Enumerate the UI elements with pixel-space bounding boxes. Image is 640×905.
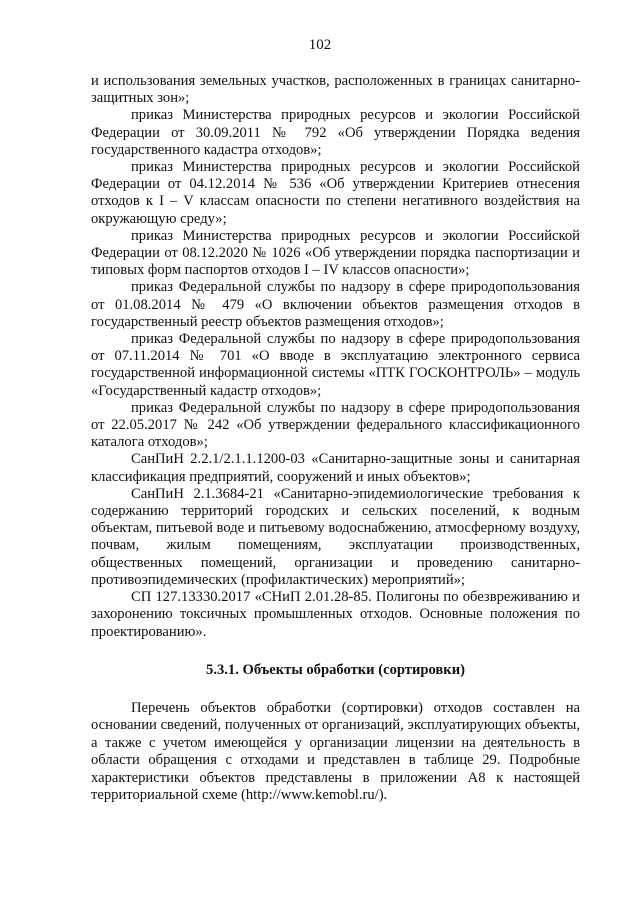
list-item: приказ Федеральной службы по надзору в сфере природопользования от 01.08.2014 № 479 «О включении объектов размещения отходов в государственный реестр объектов размещения отходов»; [91, 279, 580, 330]
list-item: приказ Министерства природных ресурсов и экологии Российской Федерации от 04.12.2014 № 536 «Об утверждении Критериев отнесения отходов к I – V классам опасности по степени негативного воздействия на окружающую среду»; [91, 159, 580, 227]
page-number: 102 [308, 37, 332, 53]
regulations-list [91, 73, 580, 641]
list-item: приказ Федеральной службы по надзору в сфере природопользования от 22.05.2017 № 242 «Об утверждении федерального классификационного каталога отходов»; [91, 399, 580, 451]
list-item: СанПиН 2.1.3684-21 «Санитарно-эпидемиологические требования к содержанию территорий городских и сельских поселений, к водным объектам, питьевой воде и питьевому водоснабжению, атмосферному воздуху, почвам, жилым помещениям, эксплуатации производственных, общественных помещений, организации и проведению санитарно-противоэпидемических (профилактических) мероприятий»; [91, 485, 580, 588]
list-item: СанПиН 2.2.1/2.1.1.1200-03 «Санитарно-защитные зоны и санитарная классификация предприятий, сооружений и иных объектов»; [91, 451, 580, 485]
list-item: приказ Федеральной службы по надзору в сфере природопользования от 07.11.2014 № 701 «О вводе в эксплуатацию электронного сервиса государственной информационной системы «ПТК ГОСКОНТРОЛЬ» – модуль «Государственный кадастр отходов»; [91, 331, 580, 399]
list-item: СП 127.13330.2017 «СНиП 2.01.28-85. Полигоны по обезвреживанию и захоронению токсичных промышленных отходов. Основные положения по проектированию». [91, 589, 580, 640]
list-item: приказ Министерства природных ресурсов и экологии Российской Федерации от 30.09.2011 № 792 «Об утверждении Порядка ведения государственного кадастра отходов»; [91, 107, 580, 158]
list-item: приказ Министерства природных ресурсов и экологии Российской Федерации от 08.12.2020 № 1026 «Об утверждении порядка паспортизации и типовых форм паспортов отходов I – IV классов опасности»; [91, 227, 580, 279]
list-item: и использования земельных участков, расположенных в границах санитарно-защитных зон»; [91, 73, 580, 107]
section-paragraph: Перечень объектов обработки (сортировки) отходов составлен на основании сведений, полученных от организаций, эксплуатирующих объекты, а также с учетом имеющейся у организации лицензии на деятельность в области обращения с отходами и представлен в таблице 29. Подробные характеристики объектов представлены в приложении А8 к настоящей территориальной схеме (http://www.kemobl.ru/). [91, 700, 580, 804]
section-heading: 5.3.1. Объекты обработки (сортировки) [206, 662, 465, 678]
